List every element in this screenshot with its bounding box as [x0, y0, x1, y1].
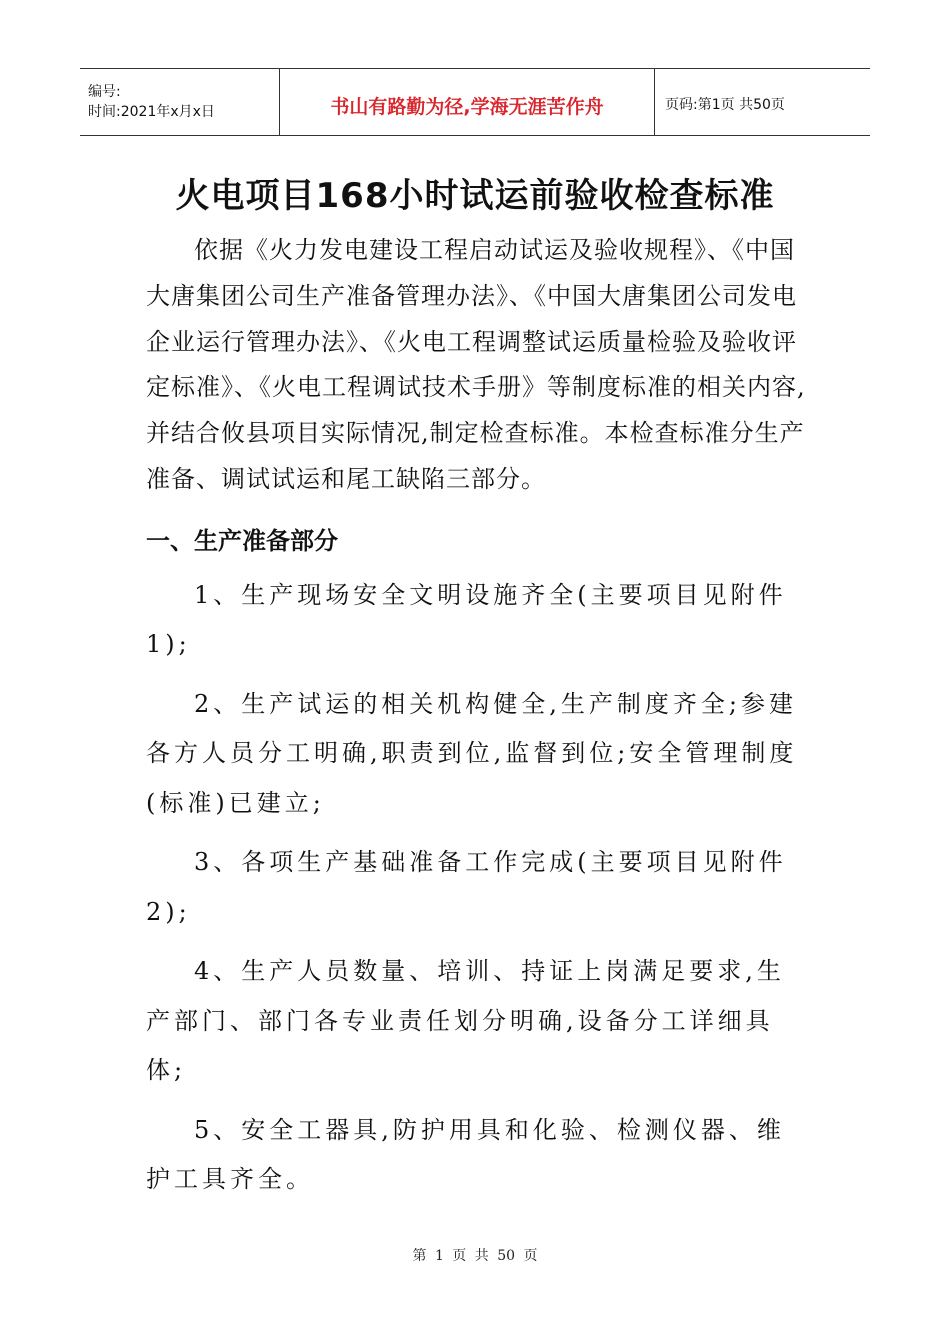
page-footer: 第 1 页 共 50 页: [412, 1248, 538, 1264]
header-motto-cell: [280, 69, 655, 135]
document-body: [146, 228, 806, 1205]
list-item: 5、安全工器具,防护用具和化验、检测仪器、维护工具齐全。: [146, 1115, 785, 1194]
document-number-label: 编号:: [88, 84, 121, 100]
section-heading-production-preparation: 一、生产准备部分: [146, 526, 338, 555]
list-item: 3、各项生产基础准备工作完成(主要项目见附件2);: [146, 848, 787, 926]
document-date: 时间:2021年x月x日: [88, 104, 215, 120]
header-page-cell: [655, 69, 870, 135]
header-motto: 书山有路勤为径,学海无涯苦作舟: [330, 95, 604, 118]
header-page-info: 页码:第1页 共50页: [665, 97, 785, 113]
intro-paragraph: 依据《火力发电建设工程启动试运及验收规程》、《中国大唐集团公司生产准备管理办法》、《中国大唐集团公司发电企业运行管理办法》、《火电工程调整试运质量检验及验收评定标准》、《火电工程调试技术手册》等制度标准的相关内容,并结合攸县项目实际情况,制定检查标准。本检查标准分生产准备、调试试运和尾工缺陷三部分。: [146, 236, 806, 493]
list-item: 1、生产现场安全文明设施齐全(主要项目见附件1);: [146, 580, 787, 659]
header-meta-cell: [80, 69, 280, 135]
list-item: 4、生产人员数量、培训、持证上岗满足要求,生产部门、部门各专业责任划分明确,设备分工详细具体;: [146, 957, 785, 1085]
list-item: 2、生产试运的相关机构健全,生产制度齐全;参建各方人员分工明确,职责到位,监督到位;安全管理制度(标准)已建立;: [146, 689, 798, 817]
document-header: [80, 68, 870, 136]
document-title: 火电项目168小时试运前验收检查标准: [175, 176, 775, 216]
